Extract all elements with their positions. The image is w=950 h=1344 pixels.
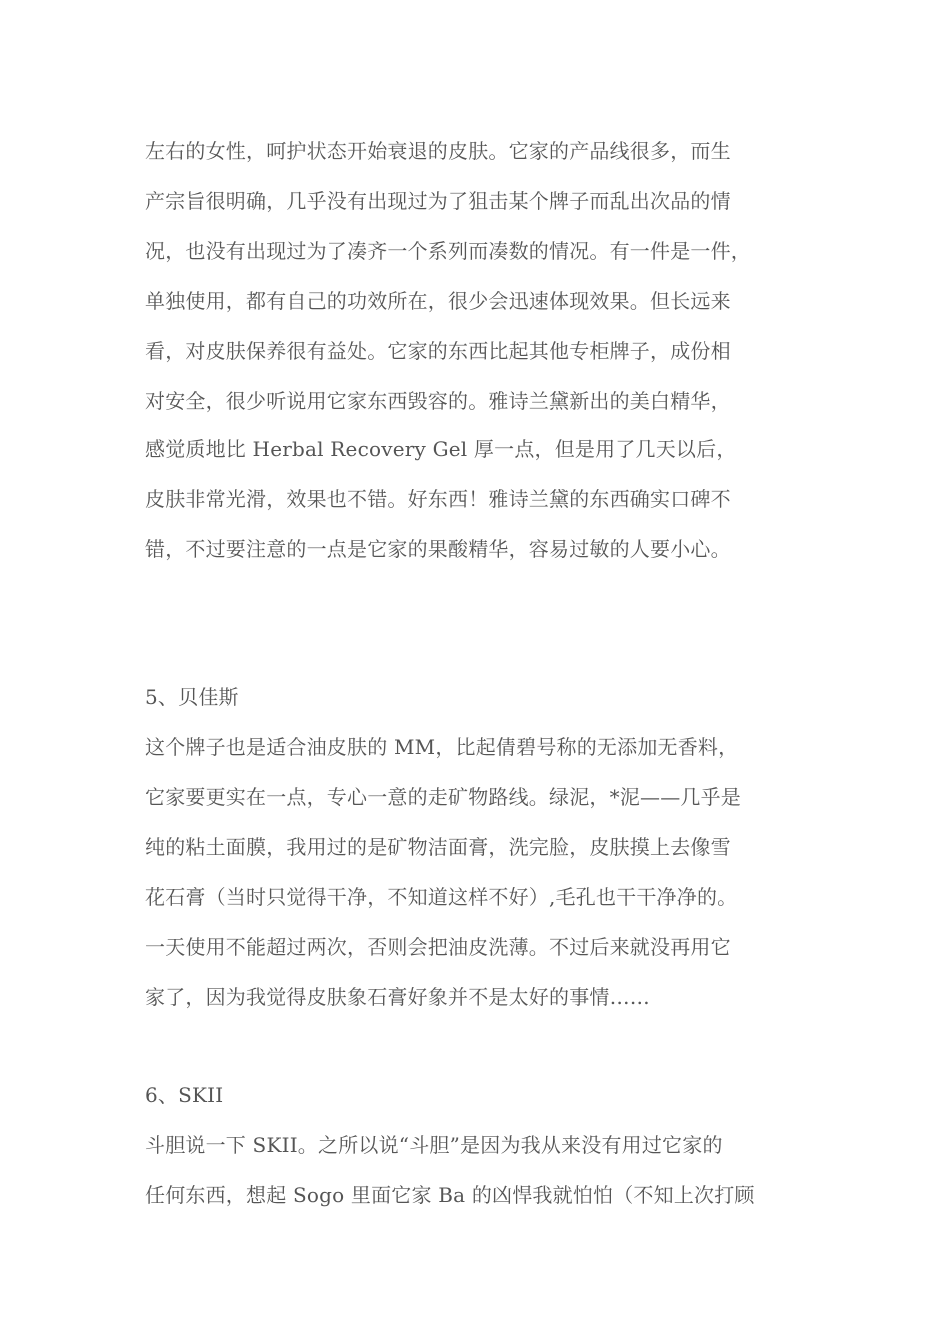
text-line: 感觉质地比 Herbal Recovery Gel 厚一点，但是用了几天以后， <box>145 437 737 461</box>
text-line: 看，对皮肤保养很有益处。它家的东西比起其他专柜牌子，成份相 <box>145 339 731 363</box>
text-line: 斗胆说一下 SKII。之所以说“斗胆”是因为我从来没有用过它家的 <box>145 1133 723 1157</box>
text-line: 错，不过要注意的一点是它家的果酸精华，容易过敏的人要小心。 <box>145 537 731 561</box>
section-heading: 5、贝佳斯 <box>145 685 239 709</box>
text-line: 产宗旨很明确，几乎没有出现过为了狙击某个牌子而乱出次品的情 <box>145 189 731 213</box>
text-line: 任何东西，想起 Sogo 里面它家 Ba 的凶悍我就怕怕（不知上次打顾 <box>145 1183 755 1207</box>
text-line: 家了，因为我觉得皮肤象石膏好象并不是太好的事情…… <box>145 985 650 1009</box>
text-line: 皮肤非常光滑，效果也不错。好东西！雅诗兰黛的东西确实口碑不 <box>145 487 731 511</box>
text-line: 况，也没有出现过为了凑齐一个系列而凑数的情况。有一件是一件， <box>145 239 751 263</box>
section-heading: 6、SKII <box>145 1083 224 1107</box>
text-line: 它家要更实在一点，专心一意的走矿物路线。绿泥，*泥——几乎是 <box>145 785 741 809</box>
text-line: 花石膏（当时只觉得干净，不知道这样不好）,毛孔也干干净净的。 <box>145 885 738 909</box>
text-line: 左右的女性，呵护状态开始衰退的皮肤。它家的产品线很多，而生 <box>145 139 731 163</box>
text-line: 一天使用不能超过两次，否则会把油皮洗薄。不过后来就没再用它 <box>145 935 731 959</box>
text-line: 对安全，很少听说用它家东西毁容的。雅诗兰黛新出的美白精华， <box>145 389 731 413</box>
text-line: 纯的粘土面膜，我用过的是矿物洁面膏，洗完脸，皮肤摸上去像雪 <box>145 835 731 859</box>
text-line: 单独使用，都有自己的功效所在，很少会迅速体现效果。但长远来 <box>145 289 731 313</box>
text-line: 这个牌子也是适合油皮肤的 MM，比起倩碧号称的无添加无香料， <box>145 735 739 759</box>
